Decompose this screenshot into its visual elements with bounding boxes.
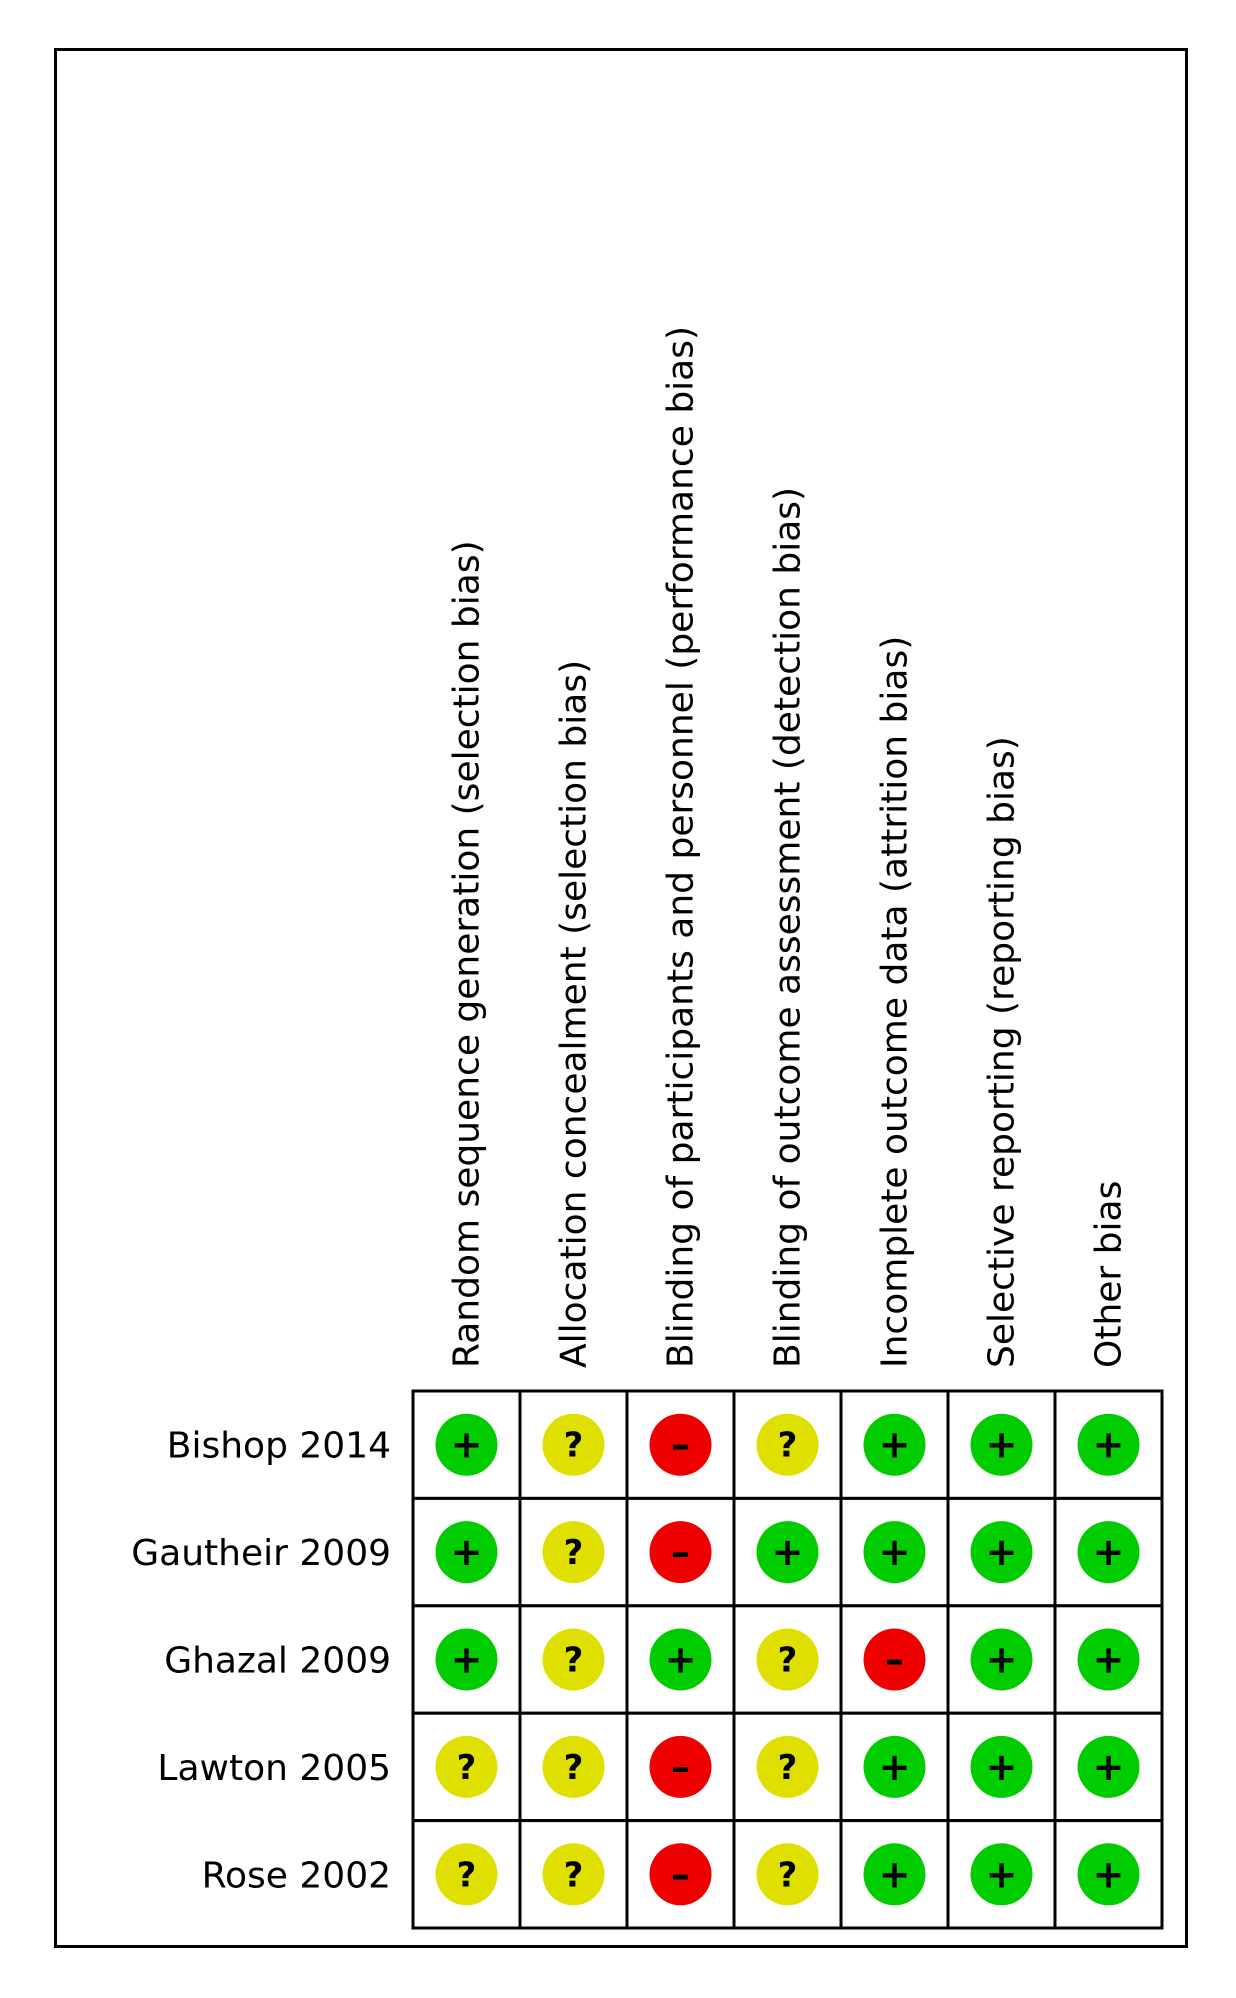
judgement-symbol: + [1092,1852,1125,1897]
judgement-symbol: ? [777,1855,798,1896]
judgement-symbol: + [878,1422,911,1467]
judgement-symbol: + [985,1422,1018,1467]
row-label: Rose 2002 [201,1855,391,1897]
judgement-symbol: – [671,1530,690,1575]
judgement-symbol: + [450,1530,483,1575]
judgement-symbol: + [985,1744,1018,1789]
column-label: Allocation concealment (selection bias) [553,659,595,1368]
column-label: Other bias [1088,1180,1130,1368]
judgement-symbol: + [1092,1744,1125,1789]
judgement-symbol: + [1092,1422,1125,1467]
judgement-symbol: + [1092,1637,1125,1682]
row-label: Lawton 2005 [157,1747,391,1789]
column-label: Random sequence generation (selection bias) [446,540,488,1368]
row-label: Gautheir 2009 [131,1533,391,1575]
judgement-symbol: + [985,1637,1018,1682]
judgement-symbol: + [450,1422,483,1467]
row-label: Ghazal 2009 [164,1640,391,1682]
judgement-symbol: + [878,1744,911,1789]
judgement-symbol: ? [777,1425,798,1466]
judgement-symbol: – [671,1852,690,1897]
judgement-symbol: + [771,1530,804,1575]
judgement-symbol: ? [777,1640,798,1681]
judgement-symbol: ? [563,1747,584,1788]
judgement-grid [413,1391,1162,1928]
judgement-symbol: + [878,1530,911,1575]
judgement-symbol: + [1092,1530,1125,1575]
judgement-symbol: ? [563,1425,584,1466]
judgement-symbol: ? [777,1747,798,1788]
judgement-symbol: + [878,1852,911,1897]
judgement-symbol: – [885,1637,904,1682]
column-label: Blinding of outcome assessment (detection bias) [767,486,809,1368]
judgement-symbol: ? [563,1640,584,1681]
judgement-symbol: + [985,1852,1018,1897]
judgement-symbol: – [671,1422,690,1467]
judgement-symbol: ? [563,1855,584,1896]
column-labels [447,326,1130,1368]
judgement-symbol: + [985,1530,1018,1575]
row-labels [131,1426,391,1897]
judgement-symbol: ? [456,1855,477,1896]
column-label: Selective reporting (reporting bias) [981,736,1023,1368]
judgement-symbol: + [450,1637,483,1682]
judgement-symbol: – [671,1744,690,1789]
judgement-symbol: + [664,1637,697,1682]
column-label: Blinding of participants and personnel (performance bias) [660,325,702,1368]
row-label: Bishop 2014 [166,1425,391,1467]
judgement-symbol: ? [563,1533,584,1574]
judgement-symbol: ? [456,1747,477,1788]
column-label: Incomplete outcome data (attrition bias) [874,635,916,1368]
